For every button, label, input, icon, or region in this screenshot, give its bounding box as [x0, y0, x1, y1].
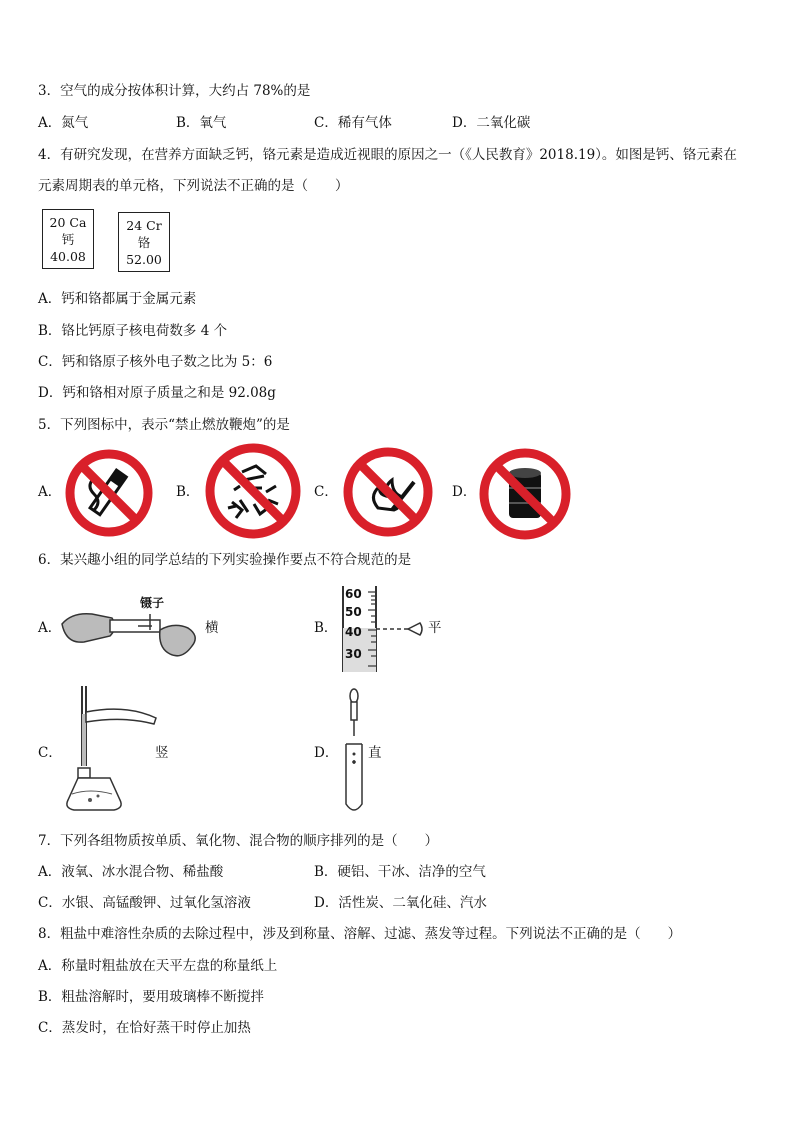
fig-d-note: 直	[368, 745, 382, 761]
q5-label-d: D．	[452, 484, 477, 500]
cell-name: 铬	[137, 235, 151, 250]
fig-c-note: 竖	[155, 745, 169, 761]
q7-option-b: B．硬铝、干冰、洁净的空气	[314, 864, 486, 880]
cylinder-tick-40: 40	[345, 625, 362, 639]
fig-b-note: 平	[428, 620, 442, 636]
q7-option-a: A．液氧、冰水混合物、稀盐酸	[38, 864, 224, 880]
q7-stem: 7．下列各组物质按单质、氧化物、混合物的顺序排列的是（ ）	[38, 833, 439, 849]
cell-name: 钙	[61, 232, 75, 247]
q4-stem-line2: 元素周期表的单元格，下列说法不正确的是（ ）	[38, 178, 349, 194]
q3-option-a: A．氮气	[38, 115, 89, 131]
q5-label-a: A．	[38, 484, 62, 500]
q3-stem: 3．空气的成分按体积计算，大约占 78%的是	[38, 83, 311, 99]
no-firecrackers-sign-icon	[204, 442, 302, 540]
q5-label-c: C．	[314, 484, 338, 500]
cell-mass: 52.00	[126, 252, 162, 267]
q3-option-d: D．二氧化碳	[452, 115, 531, 131]
q6-label-a: A．	[38, 620, 62, 636]
no-smoking-sign-icon	[64, 448, 154, 538]
q6-stem: 6．某兴趣小组的同学总结的下列实验操作要点不符合规范的是	[38, 552, 412, 568]
test-tube-tweezers-figure	[60, 594, 205, 664]
tweezers-label: 镊子	[140, 596, 165, 610]
q4-option-a: A．钙和铬都属于金属元素	[38, 291, 197, 307]
dropper-test-tube-figure	[340, 688, 370, 820]
q3-option-b: B．氧气	[176, 115, 227, 131]
cylinder-tick-50: 50	[345, 605, 362, 619]
element-cell-calcium	[42, 209, 94, 269]
q7-option-c: C．水银、高锰酸钾、过氧化氢溶液	[38, 895, 251, 911]
q8-stem: 8．粗盐中难溶性杂质的去除过程中，涉及到称量、溶解、过滤、蒸发等过程。下列说法不正确的是（ ）	[38, 926, 682, 942]
no-oil-barrel-sign-icon	[477, 446, 573, 542]
cylinder-tick-30: 30	[345, 647, 362, 661]
burette-flask-figure	[60, 686, 160, 816]
q7-option-d: D．活性炭、二氧化硅、汽水	[314, 895, 487, 911]
element-cell-chromium	[118, 212, 170, 272]
cylinder-tick-60: 60	[345, 587, 362, 601]
cell-number-symbol: 24 Cr	[126, 218, 162, 233]
q5-stem: 5．下列图标中，表示“禁止燃放鞭炮”的是	[38, 417, 290, 433]
cell-mass: 40.08	[50, 249, 86, 264]
q4-stem-line1: 4．有研究发现，在营养方面缺乏钙，铬元素是造成近视眼的原因之一（《人民教育》2018.19）。如图是钙、铬元素在	[38, 147, 737, 163]
q6-label-c: C．	[38, 745, 62, 761]
q6-label-b: B．	[314, 620, 338, 636]
fig-a-note: 横	[205, 620, 219, 636]
q3-option-c: C．稀有气体	[314, 115, 392, 131]
q6-label-d: D．	[314, 745, 339, 761]
q5-label-b: B．	[176, 484, 200, 500]
q4-option-c: C．钙和铬原子核外电子数之比为 5：6	[38, 354, 273, 370]
q8-option-a: A．称量时粗盐放在天平左盘的称量纸上	[38, 958, 278, 974]
q8-option-b: B．粗盐溶解时，要用玻璃棒不断搅拌	[38, 989, 264, 1005]
no-open-flame-sign-icon	[342, 446, 434, 538]
q4-option-b: B．铬比钙原子核电荷数多 4 个	[38, 323, 228, 339]
cell-number-symbol: 20 Ca	[49, 215, 87, 230]
q4-option-d: D．钙和铬相对原子质量之和是 92.08g	[38, 385, 276, 401]
q8-option-c: C．蒸发时，在恰好蒸干时停止加热	[38, 1020, 251, 1036]
